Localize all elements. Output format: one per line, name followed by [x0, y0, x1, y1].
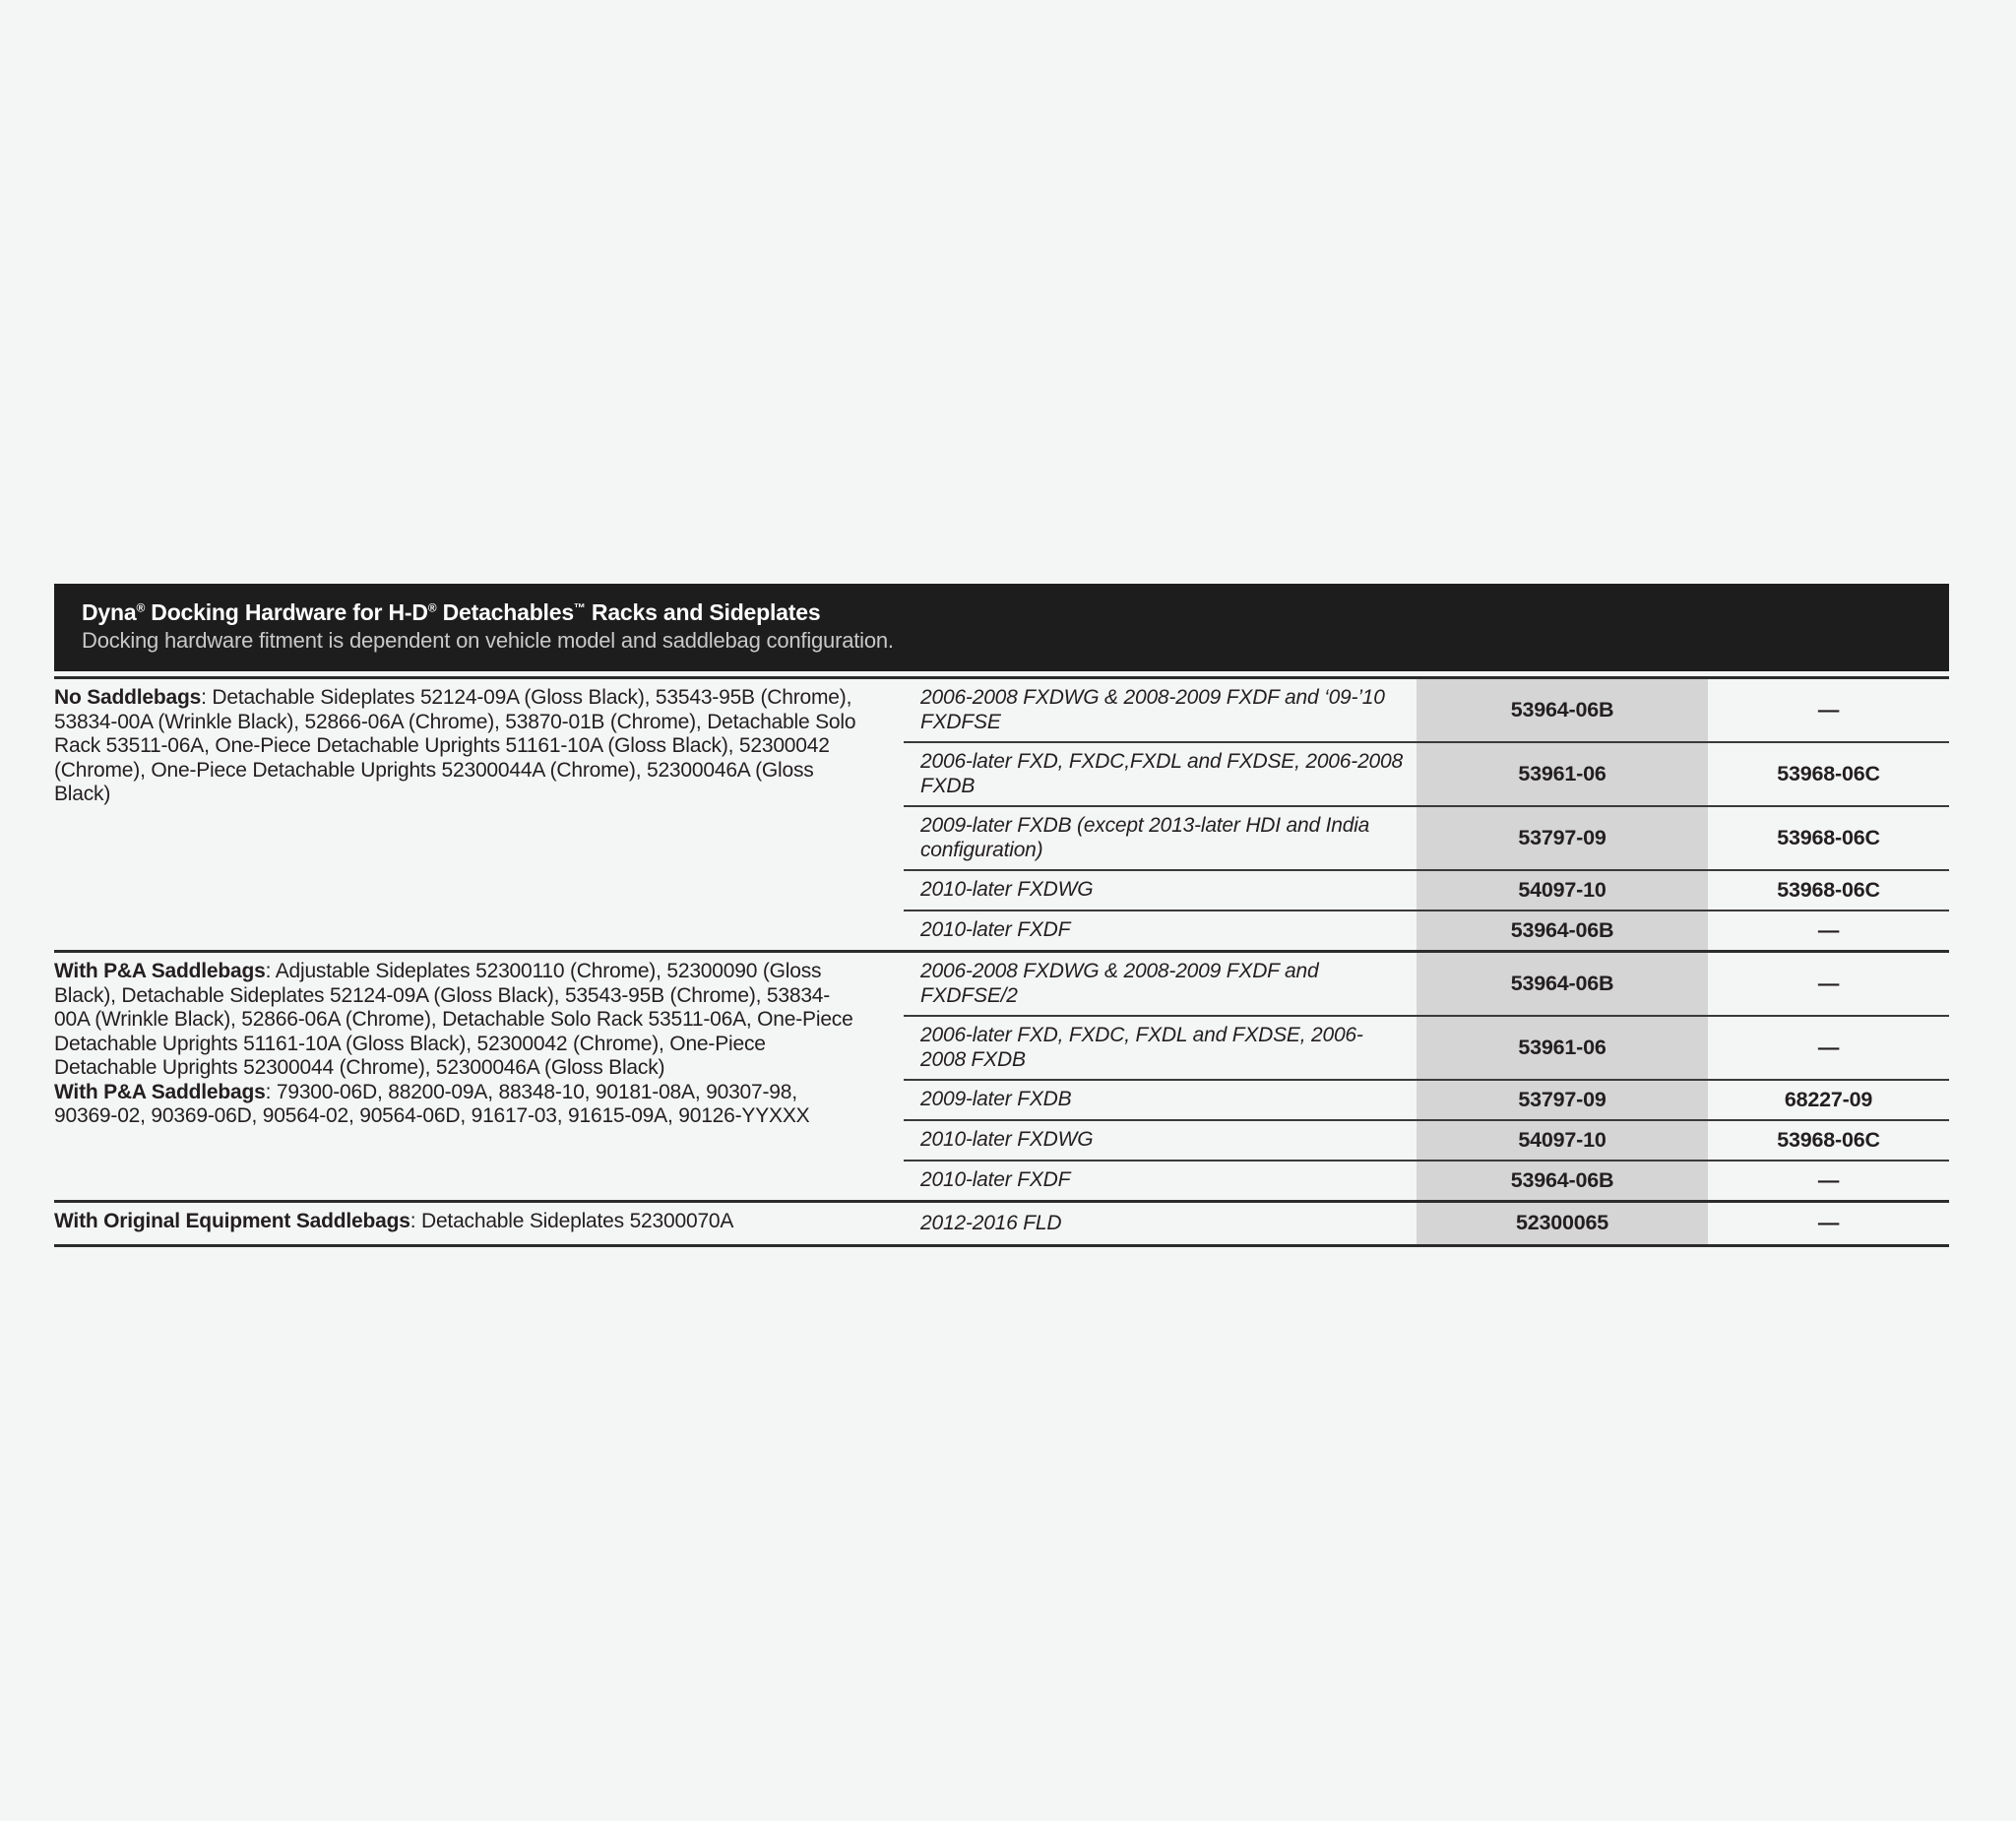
section-oe-saddlebags [54, 1203, 1949, 1247]
section-description [54, 679, 904, 950]
part-number-secondary: — [1817, 918, 1840, 942]
section-rows [904, 679, 1949, 950]
table-row [904, 869, 1949, 910]
table-subtitle: Docking hardware fitment is dependent on vehicle model and saddlebag configuration. [82, 628, 894, 653]
table-row [904, 1160, 1949, 1200]
model-cell [904, 1017, 1417, 1079]
description-lead: With Original Equipment Saddlebags [54, 1210, 410, 1232]
description-paragraph [54, 1210, 856, 1234]
model-label: 2010-later FXDF [920, 918, 1071, 942]
table-row [904, 1119, 1949, 1160]
model-label: 2010-later FXDWG [920, 878, 1094, 902]
description-lead: No Saddlebags [54, 686, 202, 709]
table-row [904, 741, 1949, 805]
description-paragraph [54, 686, 856, 807]
part-number-primary: 53797-09 [1417, 807, 1708, 869]
model-cell [904, 679, 1417, 741]
part-number-primary: 53964-06B [1417, 1162, 1708, 1200]
model-cell [904, 911, 1417, 950]
section-description [54, 953, 904, 1200]
table-row [904, 910, 1949, 950]
model-cell [904, 953, 1417, 1015]
description-rest: : Detachable Sideplates 52124-09A (Gloss Black), 53543-95B (Chrome), 53834-00A (Wrinkle Black), 52866-06A (Chrome), 53870-01B (Chrome), Detachable Solo Rack 53511-06A, One-Piece Detachable Uprights 51161-10A (Gloss Black), 52300042 (Chrome), One-Piece Detachable Uprights 52300044A (Chrome), 52300046A (Gloss Black) [54, 686, 856, 805]
part-number-primary: 53961-06 [1417, 1017, 1708, 1079]
section-no-saddlebags [54, 679, 1949, 953]
description-rest: : Adjustable Sideplates 52300110 (Chrome), 52300090 (Gloss Black), Detachable Sideplates 52124-09A (Gloss Black), 53543-95B (Chrome), 53834-00A (Wrinkle Black), 52866-06A (Chrome), Detachable Solo Rack 53511-06A, One-Piece Detachable Uprights 51161-10A (Gloss Black), 52300042 (Chrome), One-Piece Detachable Uprights 52300044 (Chrome), 52300046A (Gloss Black) [54, 960, 853, 1079]
part-number-secondary: — [1817, 1168, 1840, 1192]
model-label: 2009-later FXDB (except 2013-later HDI and India configuration) [920, 814, 1370, 861]
description-rest: : 79300-06D, 88200-09A, 88348-10, 90181-08A, 90307-98, 90369-02, 90369-06D, 90564-02, 90564-06D, 91617-03, 91615-09A, 90126-YYXXX [54, 1080, 810, 1127]
section-description [54, 1203, 904, 1244]
model-label: 2010-later FXDF [920, 1168, 1071, 1192]
part-number-secondary: 53968-06C [1777, 826, 1880, 849]
part-number-secondary: — [1817, 1036, 1840, 1059]
part-number-primary: 53961-06 [1417, 743, 1708, 805]
model-cell [904, 743, 1417, 805]
part-number-secondary: 53968-06C [1777, 1128, 1880, 1152]
section-rows [904, 1203, 1949, 1244]
section-rows [904, 953, 1949, 1200]
table-row [904, 1015, 1949, 1079]
table-row [904, 1203, 1949, 1244]
part-number-secondary: — [1817, 698, 1840, 722]
part-number-primary: 53964-06B [1417, 679, 1708, 741]
description-lead: With P&A Saddlebags [54, 960, 266, 982]
model-cell [904, 871, 1417, 910]
part-number-primary: 53797-09 [1417, 1081, 1708, 1119]
model-label: 2012-2016 FLD [920, 1211, 1062, 1234]
model-label: 2006-later FXD, FXDC,FXDL and FXDSE, 2006-2008 FXDB [920, 750, 1403, 797]
model-cell [904, 1081, 1417, 1119]
part-number-secondary: 53968-06C [1777, 762, 1880, 785]
part-number-secondary: — [1817, 972, 1840, 995]
table-row [904, 679, 1949, 741]
model-cell [904, 807, 1417, 869]
model-label: 2006-2008 FXDWG & 2008-2009 FXDF and ‘09-’10 FXDFSE [920, 686, 1385, 733]
fitment-table [54, 584, 1949, 1247]
table-row [904, 953, 1949, 1015]
part-number-secondary: 68227-09 [1784, 1088, 1873, 1111]
model-cell [904, 1203, 1417, 1244]
model-label: 2010-later FXDWG [920, 1128, 1094, 1152]
model-cell [904, 1162, 1417, 1200]
part-number-secondary: 53968-06C [1777, 878, 1880, 902]
part-number-primary: 54097-10 [1417, 1121, 1708, 1160]
part-number-primary: 54097-10 [1417, 871, 1708, 910]
part-number-primary: 52300065 [1417, 1203, 1708, 1244]
table-row [904, 1079, 1949, 1119]
table-header [54, 584, 1949, 671]
part-number-primary: 53964-06B [1417, 953, 1708, 1015]
description-lead: With P&A Saddlebags [54, 1080, 266, 1103]
table-row [904, 805, 1949, 869]
model-label: 2006-2008 FXDWG & 2008-2009 FXDF and FXDFSE/2 [920, 960, 1319, 1007]
table-title: Dyna® Docking Hardware for H-D® Detachables™ Racks and Sideplates [82, 599, 821, 625]
part-number-secondary: — [1817, 1211, 1840, 1235]
model-label: 2006-later FXD, FXDC, FXDL and FXDSE, 2006-2008 FXDB [920, 1024, 1363, 1071]
model-cell [904, 1121, 1417, 1160]
section-pa-saddlebags [54, 953, 1949, 1203]
description-rest: : Detachable Sideplates 52300070A [410, 1210, 734, 1232]
description-paragraph [54, 1081, 856, 1129]
part-number-primary: 53964-06B [1417, 911, 1708, 950]
model-label: 2009-later FXDB [920, 1088, 1072, 1111]
description-paragraph [54, 960, 856, 1081]
